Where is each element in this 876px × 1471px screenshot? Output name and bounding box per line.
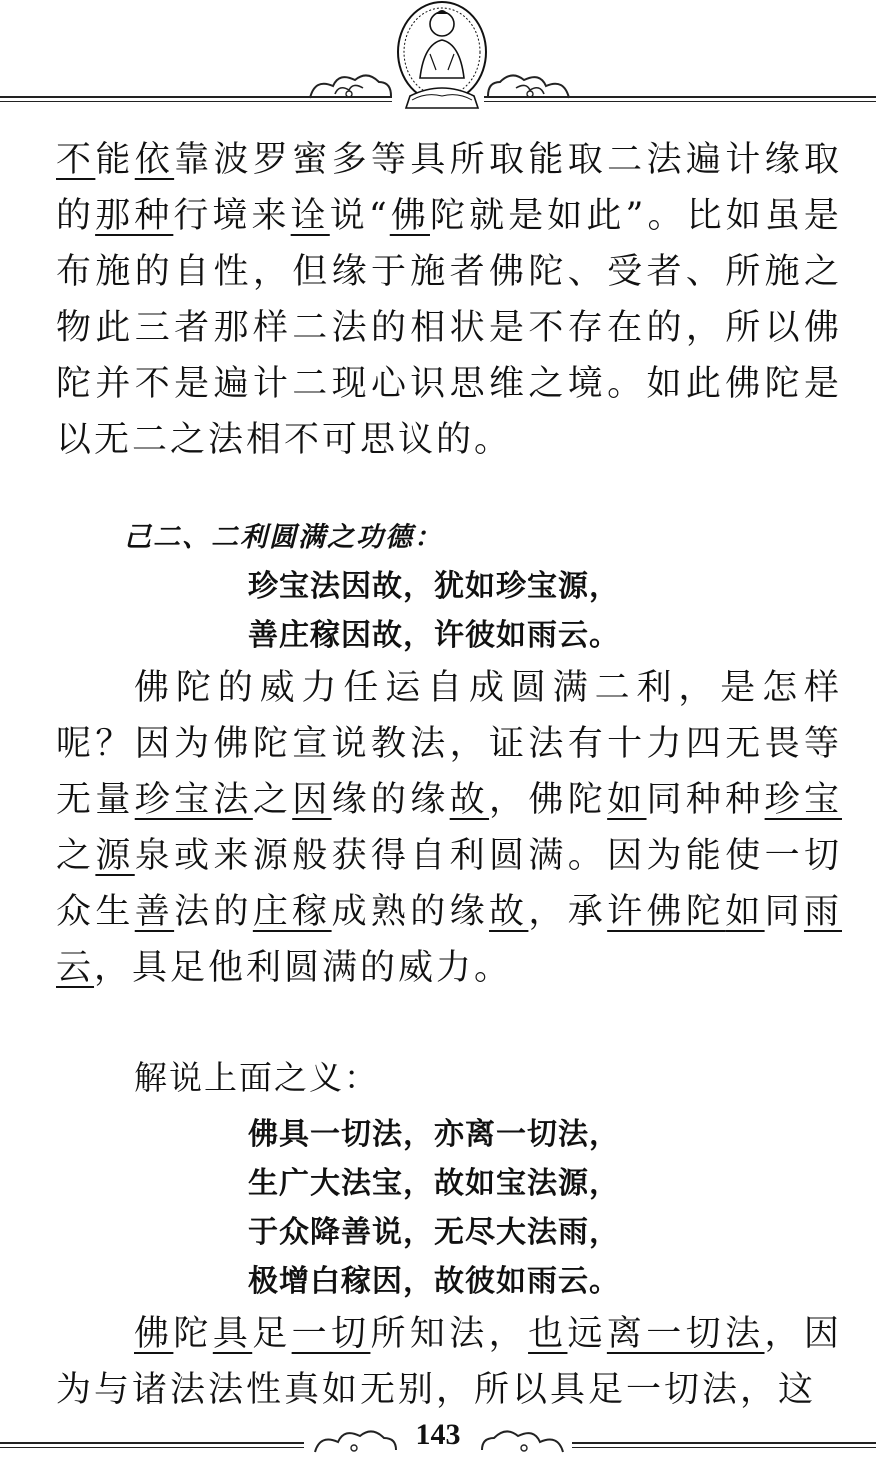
underlined-text: 珍宝法 (134, 780, 253, 820)
underlined-text: 如 (725, 892, 765, 932)
underlined-text: 源 (95, 836, 135, 876)
verse-line: 极增白稼因，故彼如雨云。 (248, 1264, 620, 1299)
text-run: ，具足他利圆满的威力。 (94, 948, 513, 988)
text-run: 缘的缘 (331, 780, 450, 820)
paragraph-1 (56, 132, 842, 468)
verse-commentary (56, 1110, 842, 1306)
verse-line: 生广大法宝，故如宝法源， (248, 1166, 620, 1201)
text-run: 成熟的缘 (331, 892, 490, 932)
text-run: 同 (764, 892, 804, 932)
text-run: 泉或来源般获得自利圆满。因为能使一切众生 (56, 836, 842, 932)
text-run: 陀 (173, 1314, 213, 1354)
text-run: ，佛陀 (489, 780, 608, 820)
cloud-scroll-icon (484, 68, 574, 104)
underlined-text: 也 (528, 1314, 568, 1354)
underlined-text: 不 (56, 140, 96, 180)
text-run: 足 (252, 1314, 292, 1354)
underlined-text: 佛 (134, 1314, 174, 1354)
underlined-text: 诠 (290, 196, 330, 236)
verse-line: 善庄稼因故，许彼如雨云。 (248, 618, 620, 653)
text-run: 之 (56, 836, 96, 876)
underlined-text: 庄稼 (252, 892, 332, 932)
text-run: 所知法， (370, 1314, 529, 1354)
text-run: 佛陀的威力任运自成圆满二利，是怎样呢？因为佛陀宣说教法，证法有十力四无畏等无量 (56, 668, 842, 820)
underlined-text: 因 (292, 780, 332, 820)
underlined-text: 许佛陀 (607, 892, 726, 932)
text-run: 能 (95, 140, 135, 180)
underlined-text: 具 (212, 1314, 253, 1354)
underlined-text: 善 (134, 892, 175, 932)
paragraph-2 (56, 660, 842, 996)
underlined-text: 那种 (95, 196, 174, 236)
text-run: 说“ (329, 196, 390, 236)
underlined-text: 珍宝 (764, 780, 842, 820)
text-run: 同种种 (646, 780, 765, 820)
page-header (0, 0, 876, 120)
cloud-scroll-icon (305, 68, 395, 104)
text-run: ，因为与诸法法性真如无别，所以具足一切法，这 (56, 1314, 842, 1410)
paragraph-3 (56, 1306, 842, 1418)
sub-intro: 解说上面之义： (134, 1058, 379, 1097)
page-body (56, 132, 842, 1418)
underlined-text: 离一切法 (606, 1314, 765, 1354)
underlined-text: 故 (489, 892, 529, 932)
text-run: 陀就是如此”。比如虽是布施的自性，但缘于施者佛陀、受者、所施之物此三者那样二法的相状是不存在的，所以佛陀并不是遍计二现心识思维之境。如此佛陀是以无二之法相不可思议的。 (56, 196, 842, 460)
underlined-text: 一切 (291, 1314, 371, 1354)
text-run: 法的 (174, 892, 253, 932)
verse-line: 佛具一切法，亦离一切法， (248, 1117, 620, 1152)
underlined-text: 故 (449, 780, 490, 820)
section-heading: 己二、二利圆满之功德： (124, 522, 443, 553)
verse-line: 于众降善说，无尽大法雨， (248, 1215, 620, 1250)
text-run: 靠波罗蜜多等具所取能取二法遍计缘取的 (56, 140, 842, 236)
underlined-text: 雨云 (56, 892, 842, 988)
page-number: 143 (415, 1418, 461, 1451)
text-run: 之 (252, 780, 293, 820)
buddha-figure-icon (396, 0, 488, 112)
text-run: 远 (567, 1314, 607, 1354)
underlined-text: 如 (607, 780, 647, 820)
page-footer (0, 1408, 876, 1471)
underlined-text: 依 (134, 140, 175, 180)
text-run: ，承 (528, 892, 608, 932)
underlined-text: 佛 (389, 196, 430, 236)
verse-root (56, 562, 842, 660)
text-run: 行境来 (173, 196, 291, 236)
verse-line: 珍宝法因故，犹如珍宝源， (248, 569, 620, 604)
